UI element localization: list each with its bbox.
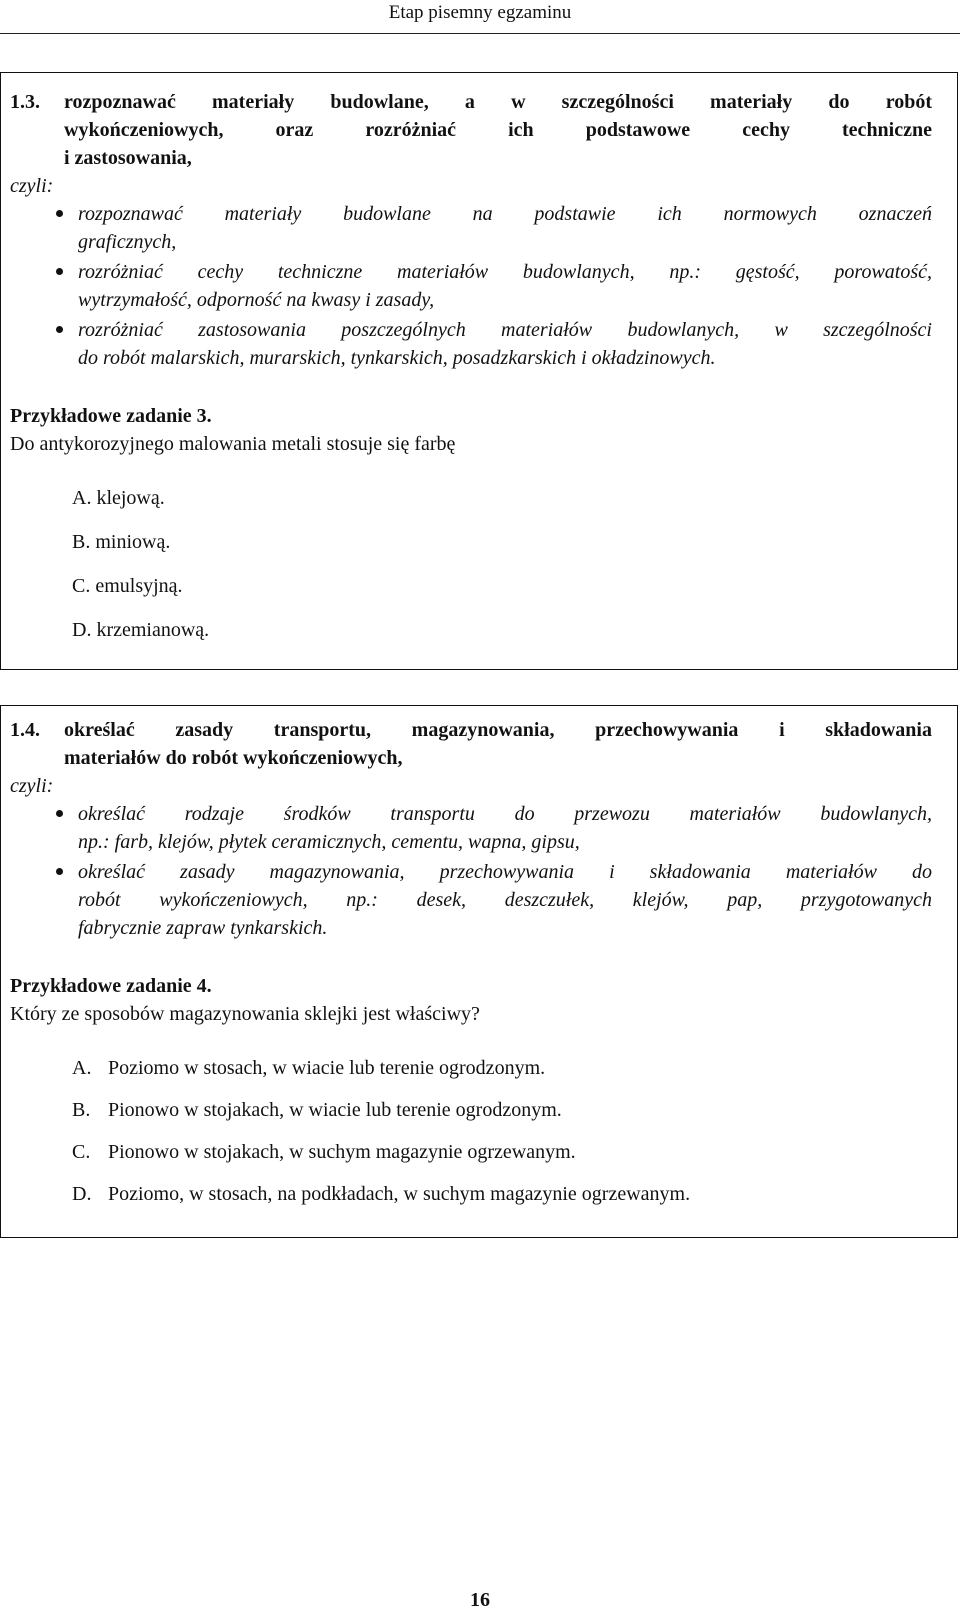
task-4-answer-a-letter: A. [72, 1057, 92, 1079]
section-1-3-bullet-3-line-1: rozróżniać zastosowania poszczególnych materiałów budowlanych, w szczególności [78, 319, 932, 341]
section-1-4-bullet-2-line-1: określać zasady magazynowania, przechowywania i składowania materiałów do [78, 861, 932, 883]
section-1-4-czyli: czyli: [10, 775, 54, 797]
task-3-title: Przykładowe zadanie 3. [10, 405, 212, 427]
section-1-3-bullet-2-line-1: rozróżniać cechy techniczne materiałów budowlanych, np.: gęstość, porowatość, [78, 261, 932, 283]
task-4-question: Który ze sposobów magazynowania sklejki jest właściwy? [10, 1003, 480, 1025]
task-3-answer-d: D. krzemianową. [72, 619, 210, 641]
section-1-4-title-line-1: określać zasady transportu, magazynowania, przechowywania i składowania [64, 719, 932, 741]
task-3-answer-b: B. miniową. [72, 531, 171, 553]
section-1-4-number: 1.4. [10, 719, 40, 741]
section-1-4-bullet-2-line-2: robót wykończeniowych, np.: desek, deszczułek, klejów, pap, przygotowanych [78, 889, 932, 911]
bullet-icon [56, 868, 63, 875]
page-number: 16 [470, 1589, 490, 1611]
section-1-3-bullet-1-line-1: rozpoznawać materiały budowlane na podstawie ich normowych oznaczeń [78, 203, 932, 225]
task-4-title: Przykładowe zadanie 4. [10, 975, 212, 997]
task-3-question: Do antykorozyjnego malowania metali stosuje się farbę [10, 433, 456, 455]
section-1-4-title-line-2: materiałów do robót wykończeniowych, [64, 747, 403, 769]
section-1-3-number: 1.3. [10, 91, 40, 113]
task-4-answer-a-text: Poziomo w stosach, w wiacie lub terenie ogrodzonym. [108, 1057, 546, 1079]
task-3-answer-a: A. klejową. [72, 487, 165, 509]
header-divider [0, 33, 960, 34]
section-1-3-bullet-1-line-2: graficznych, [78, 231, 177, 253]
task-4-answer-b-text: Pionowo w stojakach, w wiacie lub terenie ogrodzonym. [108, 1099, 562, 1121]
bullet-icon [56, 326, 63, 333]
section-1-4-bullet-2-line-3: fabrycznie zapraw tynkarskich. [78, 917, 328, 939]
bullet-icon [56, 268, 63, 275]
task-4-answer-d-text: Poziomo, w stosach, na podkładach, w suchym magazynie ogrzewanym. [108, 1183, 691, 1205]
section-1-4-bullet-1-line-2: np.: farb, klejów, płytek ceramicznych, cementu, wapna, gipsu, [78, 831, 580, 853]
section-1-3-bullet-2-line-2: wytrzymałość, odporność na kwasy i zasady, [78, 289, 435, 311]
task-4-answer-b-letter: B. [72, 1099, 91, 1121]
page-header: Etap pisemny egzaminu [388, 2, 572, 23]
section-1-4-bullet-1-line-1: określać rodzaje środków transportu do przewozu materiałów budowlanych, [78, 803, 932, 825]
section-1-3-title-line-1: rozpoznawać materiały budowlane, a w szczególności materiały do robót [64, 91, 932, 113]
task-4-answer-c-letter: C. [72, 1141, 91, 1163]
section-1-3-title-line-2: wykończeniowych, oraz rozróżniać ich podstawowe cechy techniczne [64, 119, 932, 141]
bullet-icon [56, 810, 63, 817]
task-4-answer-d-letter: D. [72, 1183, 92, 1205]
section-1-3-czyli: czyli: [10, 175, 54, 197]
task-4-answer-c-text: Pionowo w stojakach, w suchym magazynie ogrzewanym. [108, 1141, 576, 1163]
task-3-answer-c: C. emulsyjną. [72, 575, 183, 597]
section-1-3-bullet-3-line-2: do robót malarskich, murarskich, tynkarskich, posadzkarskich i okładzinowych. [78, 347, 716, 369]
section-1-3-title-line-3: i zastosowania, [64, 147, 192, 169]
bullet-icon [56, 210, 63, 217]
